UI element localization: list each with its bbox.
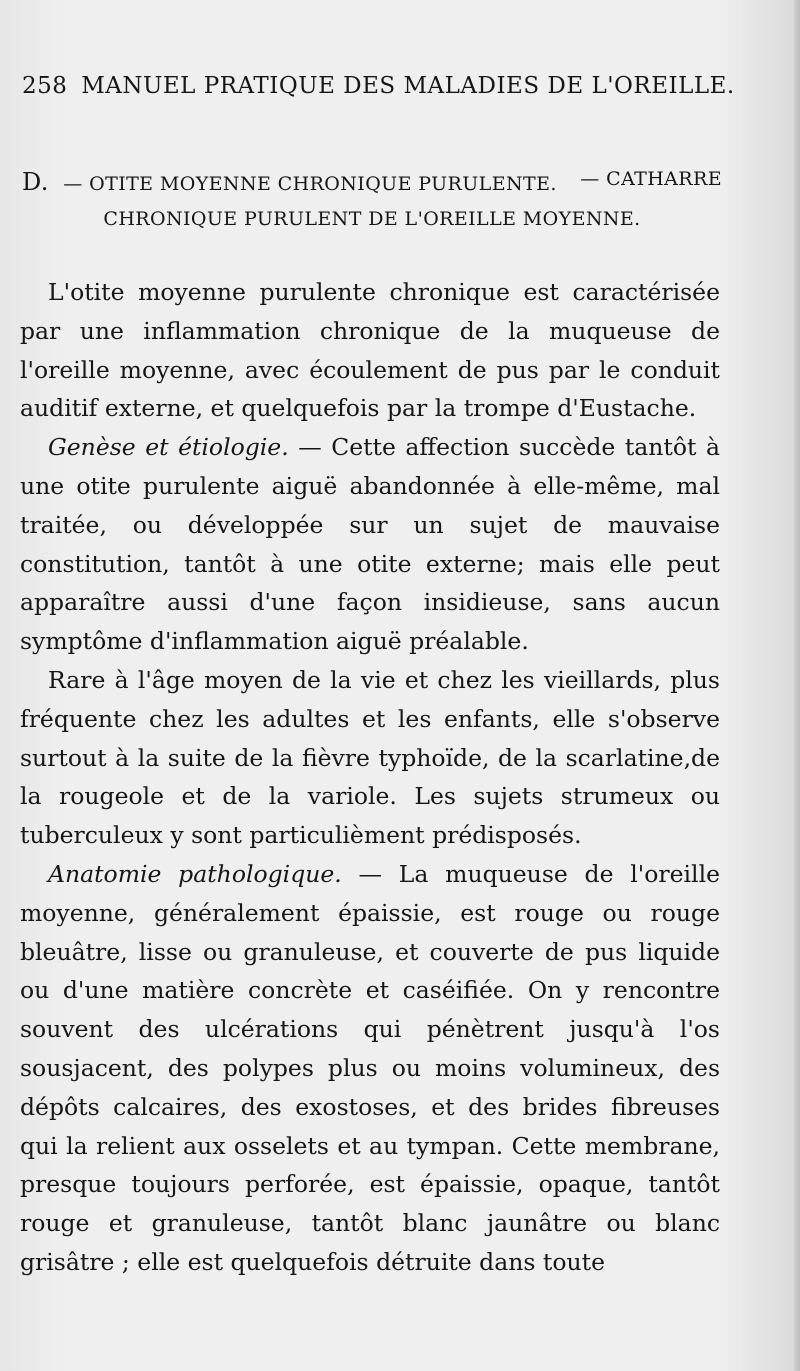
anatomy-heading: Anatomie pathologique.: [48, 859, 342, 888]
paragraph-frequency: Rare à l'âge moyen de la vie et chez les vieillards, plus fréquente chez les adultes et les enfants, elle s'observe surtout à la suite de la fièvre typhoïde, de la scarlatine,de la rougeole et de la variole. Les sujets strumeux ou tuberculeux y sont particulièment prédisposés.: [20, 665, 720, 850]
running-header: [22, 73, 735, 99]
section-title-part1: OTITE MOYENNE CHRONIQUE PURULENTE.: [89, 173, 557, 195]
etiology-text: — Cette affection succède tantôt à une otite purulente aiguë abandonnée à elle-même, mal traitée, ou développée sur un sujet de mauvaise constitution, tantôt à une otite externe; mais elle peut apparaître aussi d'une façon insidieuse, sans aucun symptôme d'inflammation aiguë préalable.: [20, 433, 720, 656]
section-title-part2b: CHRONIQUE PURULENT DE L'OREILLE MOYENNE.: [103, 208, 641, 230]
section-heading: [22, 168, 722, 230]
etiology-heading: Genèse et étiologie.: [48, 433, 289, 462]
paragraph-etiology: [20, 428, 720, 661]
body-text: [20, 273, 720, 1282]
page-edge-shadow: [794, 0, 800, 1371]
paragraph-anatomy: [20, 855, 720, 1282]
section-title-part2a: CATHARRE: [606, 168, 722, 190]
anatomy-text: — La muqueuse de l'oreille moyenne, généralement épaissie, est rouge ou rouge bleuâtre, lisse ou granuleuse, et couverte de pus liquide ou d'une matière concrète et caséifiée. On y rencontre souvent des ulcérations qui pénètrent jusqu'à l'os sousjacent, des polypes plus ou moins volumineux, des dépôts calcaires, des exostoses, et des brides fibreuses qui la relient aux osselets et au tympan. Cette membrane, presque toujours perforée, est épaissie, opaque, tantôt rouge et granuleuse, tantôt blanc jaunâtre ou blanc grisâtre ; elle est quelquefois détruite dans toute: [20, 859, 720, 1276]
section-dash: —: [63, 173, 83, 195]
running-title: MANUEL PRATIQUE DES MALADIES DE L'OREILLE.: [81, 73, 735, 99]
section-dash-2: —: [580, 168, 600, 190]
page-number: 258: [22, 73, 68, 99]
section-letter: D.: [22, 168, 49, 196]
paragraph-definition: L'otite moyenne purulente chronique est caractérisée par une inflammation chronique de la muqueuse de l'oreille moyenne, avec écoulement de pus par le conduit auditif externe, et quelquefois par la trompe d'Eustache.: [20, 278, 720, 423]
